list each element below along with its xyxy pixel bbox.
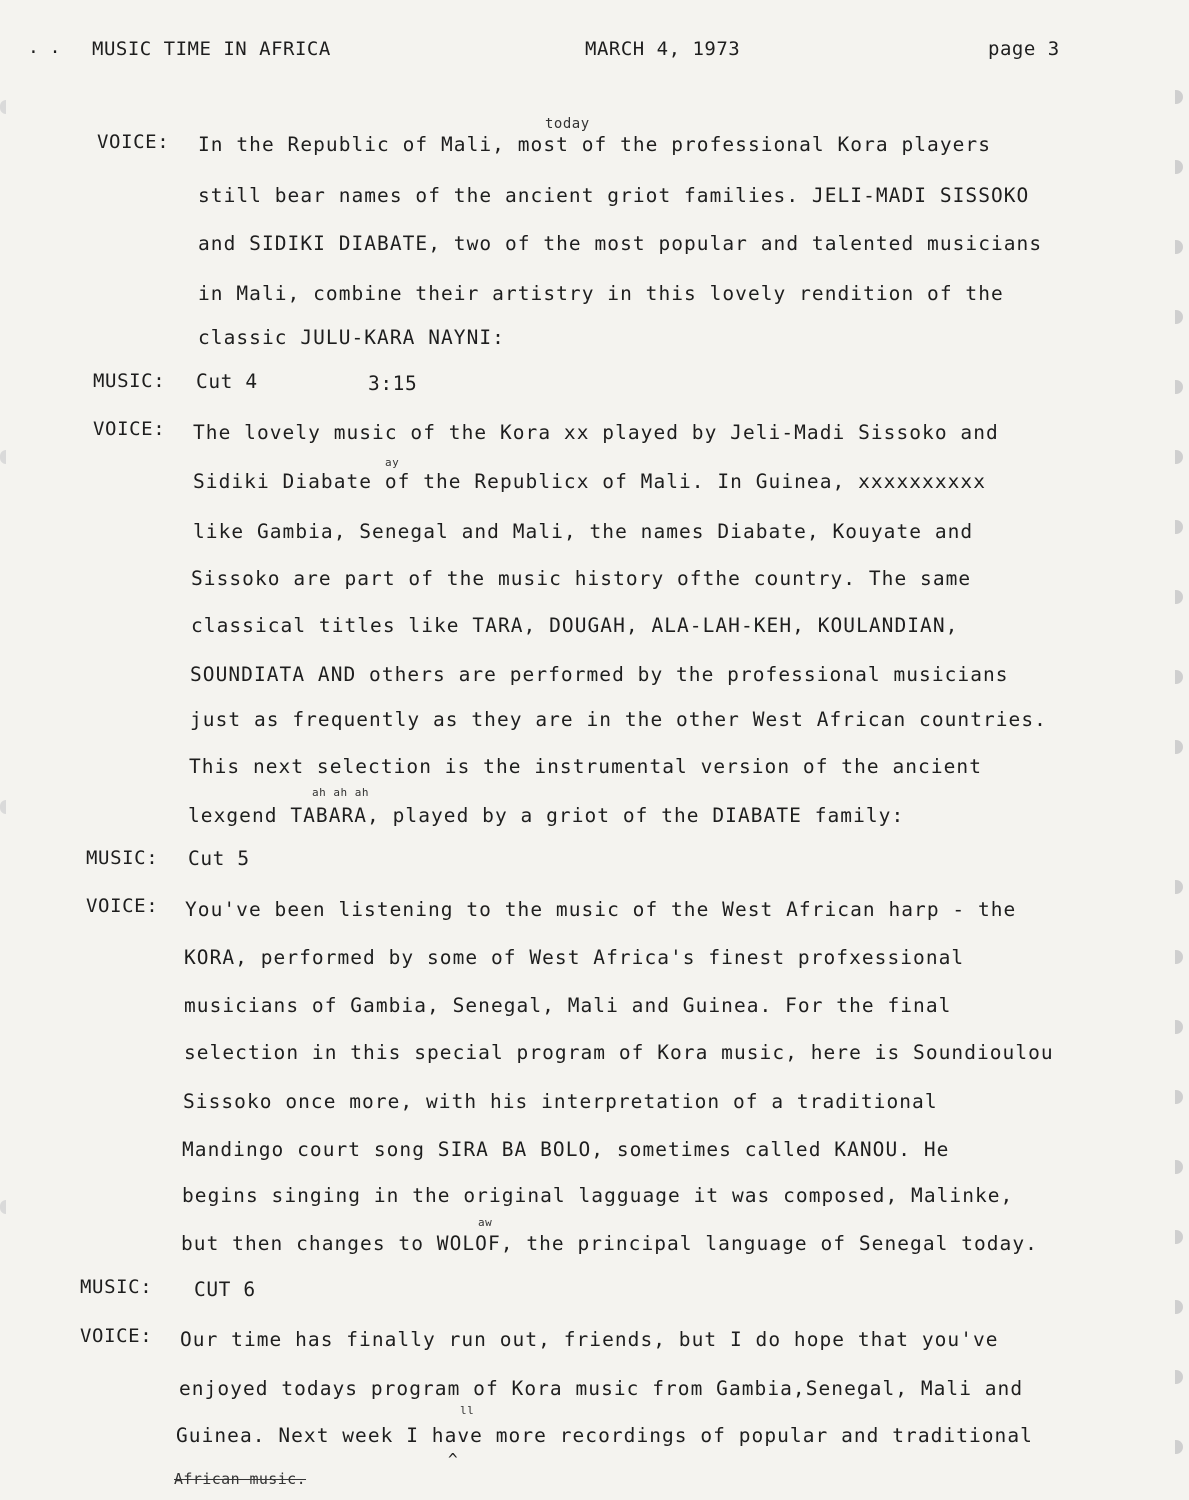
voice-line: Mandingo court song SIRA BA BOLO, sometimes called KANOU. He xyxy=(182,1138,950,1161)
voice-line: lexgend TABARA, played by a griot of the DIABATE family: xyxy=(188,804,905,827)
voice-line: selection in this special program of Kora music, here is Soundioulou xyxy=(184,1041,1054,1064)
voice-line: Our time has finally run out, friends, but I do hope that you've xyxy=(180,1328,999,1351)
annotation-ay: ay xyxy=(385,456,400,469)
voice-line: in Mali, combine their artistry in this lovely rendition of the xyxy=(198,282,1004,305)
music-label: MUSIC: xyxy=(80,1276,153,1298)
music-label: MUSIC: xyxy=(93,370,166,392)
voice-line: begins singing in the original lagguage it was composed, Malinke, xyxy=(182,1184,1014,1207)
voice-line: The lovely music of the Kora xx played by Jeli-Madi Sissoko and xyxy=(193,421,999,444)
music-cut: Cut 4 xyxy=(196,370,258,393)
music-cut: Cut 5 xyxy=(188,847,250,870)
program-title: MUSIC TIME IN AFRICA xyxy=(92,38,331,60)
voice-line: classical titles like TARA, DOUGAH, ALA-LAH-KEH, KOULANDIAN, xyxy=(191,614,959,637)
annotation-ah: ah ah ah xyxy=(312,786,369,799)
left-margin-mark xyxy=(0,100,6,114)
annotation-aw: aw xyxy=(478,1216,493,1229)
voice-line: like Gambia, Senegal and Mali, the names Diabate, Kouyate and xyxy=(193,520,974,543)
music-label: MUSIC: xyxy=(86,847,159,869)
annotation-today: today xyxy=(545,116,590,132)
voice-line: This next selection is the instrumental version of the ancient xyxy=(189,755,982,778)
broadcast-date: MARCH 4, 1973 xyxy=(585,38,741,60)
voice-label: VOICE: xyxy=(97,131,170,153)
voice-line: Guinea. Next week I have more recordings of popular and traditional xyxy=(176,1424,1033,1447)
annotation-ll: ll xyxy=(460,1404,475,1417)
voice-line: and SIDIKI DIABATE, two of the most popular and talented musicians xyxy=(198,232,1043,255)
voice-line: still bear names of the ancient griot families. JELI-MADI SISSOKO xyxy=(198,184,1030,207)
voice-line: Sissoko are part of the music history ofthe country. The same xyxy=(191,567,972,590)
voice-line: classic JULU-KARA NAYNI: xyxy=(198,326,505,349)
struck-out-line: African music. xyxy=(174,1470,307,1488)
voice-line: SOUNDIATA AND others are performed by the professional musicians xyxy=(190,663,1009,686)
music-cut: CUT 6 xyxy=(194,1278,256,1301)
voice-label: VOICE: xyxy=(80,1325,153,1347)
insertion-caret: ^ xyxy=(448,1450,458,1469)
voice-line: Sidiki Diabate of the Republicx of Mali. In Guinea, xxxxxxxxxx xyxy=(193,470,986,493)
voice-line: just as frequently as they are in the other West African countries. xyxy=(190,708,1047,731)
left-margin-mark xyxy=(0,800,6,814)
voice-label: VOICE: xyxy=(93,418,166,440)
margin-dots: · · xyxy=(28,42,61,63)
left-margin-mark xyxy=(0,1200,6,1214)
page-number: page 3 xyxy=(988,38,1060,60)
voice-line: enjoyed todays program of Kora music from Gambia,Senegal, Mali and xyxy=(179,1377,1024,1400)
music-duration: 3:15 xyxy=(368,372,418,395)
voice-line: musicians of Gambia, Senegal, Mali and Guinea. For the final xyxy=(184,994,952,1017)
voice-label: VOICE: xyxy=(86,895,159,917)
voice-line: Sissoko once more, with his interpretation of a traditional xyxy=(183,1090,938,1113)
voice-line: In the Republic of Mali, most of the professional Kora players xyxy=(198,133,991,156)
left-margin-mark xyxy=(0,450,6,464)
voice-line: KORA, performed by some of West Africa's finest profxessional xyxy=(184,946,965,969)
voice-line: You've been listening to the music of the West African harp - the xyxy=(185,898,1017,921)
voice-line: but then changes to WOLOF, the principal language of Senegal today. xyxy=(181,1232,1038,1255)
binder-holes xyxy=(1163,60,1183,1480)
